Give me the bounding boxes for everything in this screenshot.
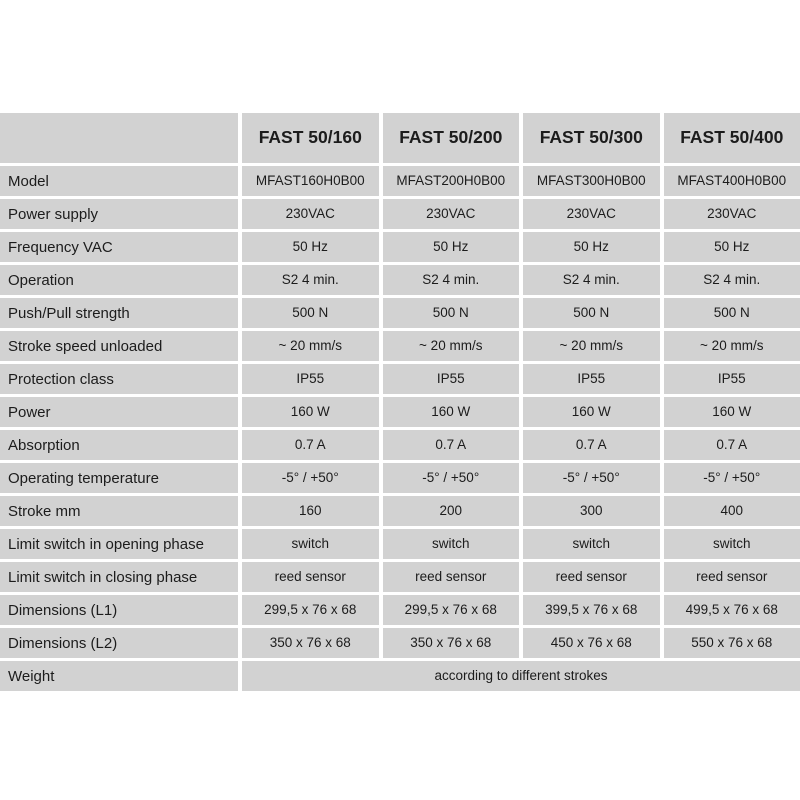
row-label-frequency: Frequency VAC [0,232,238,262]
table-cell: 160 W [664,397,800,427]
table-cell: 160 W [523,397,660,427]
table-cell: 350 x 76 x 68 [383,628,520,658]
table-cell: 0.7 A [383,430,520,460]
row-label-dimensions-l2: Dimensions (L2) [0,628,238,658]
row-label-limit-switch-closing: Limit switch in closing phase [0,562,238,592]
row-label-power-supply: Power supply [0,199,238,229]
table-cell: ~ 20 mm/s [383,331,520,361]
row-label-dimensions-l1: Dimensions (L1) [0,595,238,625]
table-cell: 160 W [242,397,379,427]
table-cell: IP55 [523,364,660,394]
row-label-stroke-mm: Stroke mm [0,496,238,526]
row-label-absorption: Absorption [0,430,238,460]
table-cell: 400 [664,496,800,526]
table-cell: 230VAC [523,199,660,229]
table-cell: 200 [383,496,520,526]
table-cell: 399,5 x 76 x 68 [523,595,660,625]
row-label-limit-switch-opening: Limit switch in opening phase [0,529,238,559]
table-cell: IP55 [383,364,520,394]
table-cell: S2 4 min. [242,265,379,295]
column-header-fast50-300: FAST 50/300 [523,113,660,163]
table-cell: switch [242,529,379,559]
column-header-fast50-160: FAST 50/160 [242,113,379,163]
table-cell: 230VAC [383,199,520,229]
table-cell: MFAST400H0B00 [664,166,800,196]
table-cell: MFAST200H0B00 [383,166,520,196]
table-cell: 230VAC [664,199,800,229]
table-cell: -5° / +50° [383,463,520,493]
table-cell: reed sensor [664,562,800,592]
row-label-operating-temperature: Operating temperature [0,463,238,493]
row-label-operation: Operation [0,265,238,295]
table-cell: -5° / +50° [664,463,800,493]
table-cell: 50 Hz [523,232,660,262]
table-cell: 500 N [383,298,520,328]
table-cell: 500 N [242,298,379,328]
corner-cell [0,113,238,163]
table-cell: switch [523,529,660,559]
table-cell: ~ 20 mm/s [242,331,379,361]
table-cell: 299,5 x 76 x 68 [242,595,379,625]
table-cell: 160 W [383,397,520,427]
table-cell: 500 N [523,298,660,328]
table-cell: reed sensor [242,562,379,592]
table-cell: 300 [523,496,660,526]
spec-table [0,113,800,691]
table-cell: IP55 [664,364,800,394]
table-cell: 299,5 x 76 x 68 [383,595,520,625]
table-cell: -5° / +50° [523,463,660,493]
table-cell: ~ 20 mm/s [523,331,660,361]
table-cell: 0.7 A [664,430,800,460]
table-cell: MFAST160H0B00 [242,166,379,196]
table-cell: 50 Hz [242,232,379,262]
table-cell: MFAST300H0B00 [523,166,660,196]
table-cell: 0.7 A [242,430,379,460]
table-cell: S2 4 min. [383,265,520,295]
table-cell: S2 4 min. [664,265,800,295]
table-cell: S2 4 min. [523,265,660,295]
row-label-model: Model [0,166,238,196]
table-cell: 0.7 A [523,430,660,460]
table-cell: 160 [242,496,379,526]
table-cell: 50 Hz [664,232,800,262]
table-cell: 230VAC [242,199,379,229]
table-cell: 350 x 76 x 68 [242,628,379,658]
row-label-stroke-speed: Stroke speed unloaded [0,331,238,361]
weight-note-cell: according to different strokes [242,661,800,691]
table-cell: reed sensor [523,562,660,592]
table-cell: switch [383,529,520,559]
row-label-weight: Weight [0,661,238,691]
row-label-push-pull-strength: Push/Pull strength [0,298,238,328]
row-label-protection-class: Protection class [0,364,238,394]
table-cell: reed sensor [383,562,520,592]
column-header-fast50-400: FAST 50/400 [664,113,800,163]
table-cell: 450 x 76 x 68 [523,628,660,658]
table-cell: -5° / +50° [242,463,379,493]
table-cell: 550 x 76 x 68 [664,628,800,658]
table-cell: IP55 [242,364,379,394]
table-cell: 499,5 x 76 x 68 [664,595,800,625]
table-cell: ~ 20 mm/s [664,331,800,361]
column-header-fast50-200: FAST 50/200 [383,113,520,163]
table-cell: 500 N [664,298,800,328]
table-cell: 50 Hz [383,232,520,262]
row-label-power: Power [0,397,238,427]
table-cell: switch [664,529,800,559]
